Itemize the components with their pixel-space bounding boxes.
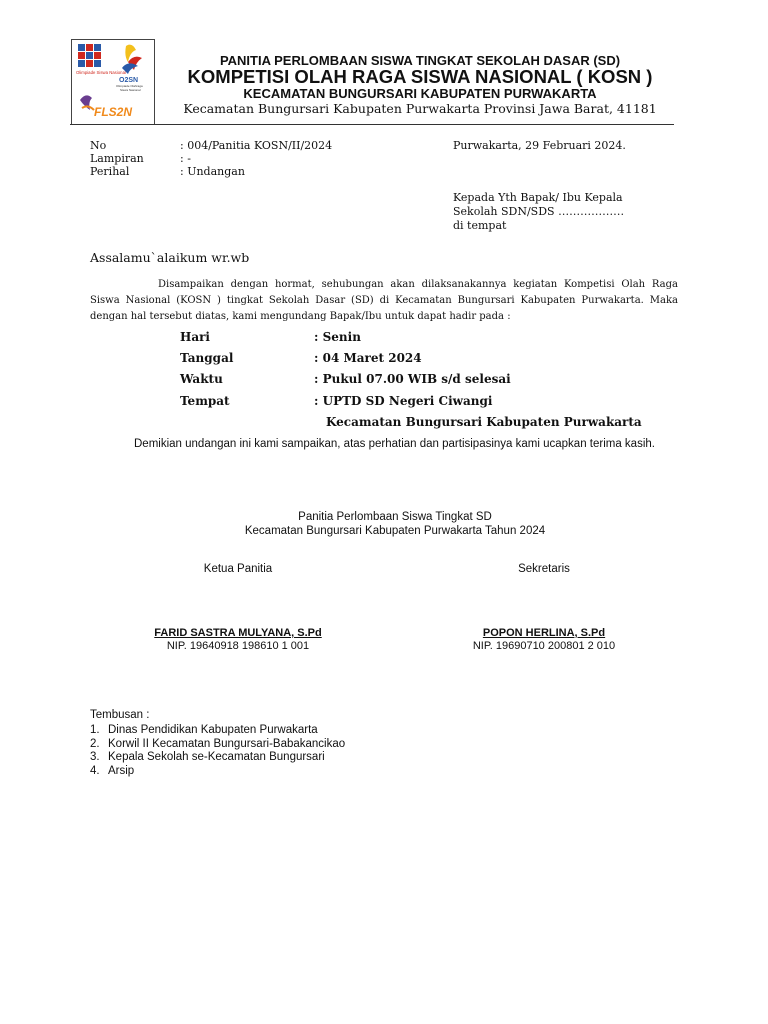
header-divider bbox=[70, 124, 674, 125]
waktu-value: : Pukul 07.00 WIB s/d selesai bbox=[314, 372, 511, 386]
secretary-title: Sekretaris bbox=[518, 563, 570, 575]
tanggal-value: : 04 Maret 2024 bbox=[314, 351, 422, 365]
chair-name: FARID SASTRA MULYANA, S.Pd bbox=[154, 627, 322, 639]
tempat-value-2: Kecamatan Bungursari Kabupaten Purwakarta bbox=[326, 415, 642, 429]
secretary-nip: NIP. 19690710 200801 2 010 bbox=[472, 640, 616, 652]
list-item: 2. Korwil II Kecamatan Bungursari-Babakancikao bbox=[90, 737, 346, 750]
header-address: Kecamatan Bungursari Kabupaten Purwakarta Provinsi Jawa Barat, 41181 bbox=[183, 101, 657, 116]
no-value: : 004/Panitia KOSN/II/2024 bbox=[180, 139, 333, 152]
no-label: No bbox=[90, 139, 107, 152]
osn-cube-icon bbox=[78, 44, 101, 67]
fls2n-figure-icon bbox=[80, 95, 94, 110]
chair-nip: NIP. 19640918 198610 1 001 bbox=[166, 640, 310, 652]
hari-value: : Senin bbox=[314, 330, 361, 344]
cc-list bbox=[90, 724, 345, 778]
cc-title: Tembusan : bbox=[90, 709, 150, 721]
perihal-value: : Undangan bbox=[180, 165, 245, 178]
committee-line-1: Panitia Perlombaan Siswa Tingkat SD bbox=[298, 511, 492, 523]
logo-olimpiade-text: Olimpiade Siswa Nasional bbox=[76, 70, 126, 75]
tanggal-label: Tanggal bbox=[180, 351, 234, 365]
tempat-label: Tempat bbox=[180, 394, 230, 408]
header-line-3: KECAMATAN BUNGURSARI KABUPATEN PURWAKARTA bbox=[243, 86, 597, 101]
chair-title: Ketua Panitia bbox=[203, 563, 273, 575]
lampiran-value: : - bbox=[180, 152, 191, 165]
greeting: Assalamu`alaikum wr.wb bbox=[90, 250, 250, 265]
list-item: 1. Dinas Pendidikan Kabupaten Purwakarta bbox=[90, 724, 318, 736]
hari-label: Hari bbox=[180, 330, 210, 344]
header-line-1: PANITIA PERLOMBAAN SISWA TINGKAT SEKOLAH DASAR (SD) bbox=[219, 53, 621, 68]
list-item: 4. Arsip bbox=[90, 764, 135, 777]
recipient-line-1: Kepada Yth Bapak/ Ibu Kepala bbox=[453, 191, 623, 204]
o2sn-athlete-icon bbox=[122, 45, 142, 74]
lampiran-label: Lampiran bbox=[90, 152, 144, 165]
recipient-line-2: Sekolah SDN/SDS ……………… bbox=[453, 205, 625, 218]
intro-paragraph: Disampaikan dengan hormat, sehubungan akan dilaksanakannya kegiatan Kompetisi Olah Raga Siswa Nasional (KOSN ) tingkat Sekolah Dasar (SD) di Kecamatan Bungursari Kabupaten Purwakarta. Maka dengan hal tersebut diatas, kami mengundang Bapak/Ibu untuk dapat hadir pada : bbox=[90, 279, 678, 322]
svg-text:Siswa Nasional: Siswa Nasional bbox=[120, 88, 141, 92]
place-date: Purwakarta, 29 Februari 2024. bbox=[453, 139, 626, 152]
perihal-label: Perihal bbox=[90, 165, 130, 178]
list-item: 3. Kepala Sekolah se-Kecamatan Bungursari bbox=[90, 751, 325, 763]
tempat-value: : UPTD SD Negeri Ciwangi bbox=[314, 394, 493, 408]
closing-paragraph: Demikian undangan ini kami sampaikan, atas perhatian dan partisipasinya kami ucapkan terima kasih. bbox=[134, 438, 655, 450]
logo-graphic bbox=[72, 40, 154, 124]
organization-logo bbox=[71, 39, 155, 125]
header-title: KOMPETISI OLAH RAGA SISWA NASIONAL ( KOSN ) bbox=[187, 66, 653, 87]
recipient-line-3: di tempat bbox=[453, 219, 507, 232]
logo-o2sn-sub-text: Olimpiade Olahraga bbox=[116, 84, 143, 88]
waktu-label: Waktu bbox=[180, 372, 223, 386]
committee-line-2: Kecamatan Bungursari Kabupaten Purwakarta Tahun 2024 bbox=[244, 525, 546, 537]
logo-fls2n-text: FLS2N bbox=[94, 105, 133, 119]
logo-o2sn-text: O2SN bbox=[119, 77, 139, 84]
secretary-name: POPON HERLINA, S.Pd bbox=[482, 627, 606, 639]
